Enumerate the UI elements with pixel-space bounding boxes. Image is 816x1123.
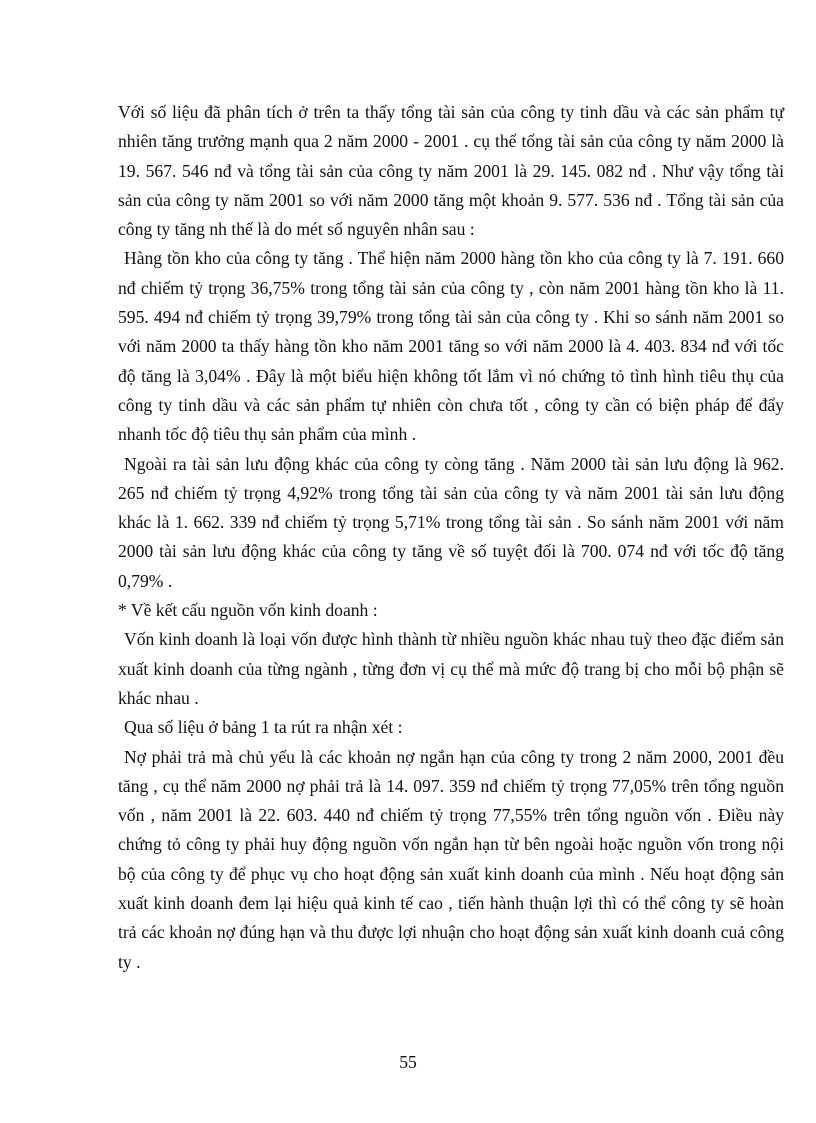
page-number: 55 [399,1052,417,1072]
paragraph-other-current-assets: Ngoài ra tài sản lưu động khác của công ty còng tăng . Năm 2000 tài sản lưu động là 962. 265 nđ chiếm tỷ trọng 4,92% trong tổng tài sản của công ty và năm 2001 tài sản lưu động khác là 1. 662. 339 nđ chiếm tỷ trọng 5,71% trong tổng tài sản . So sánh năm 2001 với năm 2000 tài sản lưu động khác của công ty tăng về số tuyệt đối là 700. 074 nđ với tốc độ tăng 0,79% . [118,453,784,591]
document-body [118,98,784,977]
paragraph-total-assets: Với số liệu đã phân tích ở trên ta thấy tổng tài sản của công ty tinh dầu và các sản phẩm tự nhiên tăng trưởng mạnh qua 2 năm 2000 - 2001 . cụ thể tổng tài sản của công ty năm 2000 là 19. 567. 546 nđ và tổng tài sản của công ty năm 2001 là 29. 145. 082 nđ . Như vậy tổng tài sản của công ty năm 2001 so với năm 2000 tăng một khoản 9. 577. 536 nđ . Tổng tài sản của công ty tăng nh thế là do mét số nguyên nhân sau : [118,102,784,240]
paragraph-liabilities: Nợ phải trả mà chủ yếu là các khoản nợ ngắn hạn của công ty trong 2 năm 2000, 2001 đều tăng , cụ thể năm 2000 nợ phải trả là 14. 097. 359 nđ chiếm tỷ trọng 77,05% trên tổng nguồn vốn , năm 2001 là 22. 603. 440 nđ chiếm tỷ trọng 77,55% trên tổng nguồn vốn . Điều này chứng tỏ công ty phải huy động nguồn vốn ngắn hạn từ bên ngoài hoặc nguồn vốn trong nội bộ của công ty để phục vụ cho hoạt động sản xuất kinh doanh của mình . Nếu hoạt động sản xuất kinh doanh đem lại hiệu quả kinh tế cao , tiến hành thuận lợi thì có thể công ty sẽ hoàn trả các khoản nợ đúng hạn và thu được lợi nhuận cho hoạt động sản xuất kinh doanh cuả công ty . [118,746,784,972]
section-heading-capital-structure: * Về kết cấu nguồn vốn kinh doanh : [118,600,378,621]
paragraph-business-capital: Vốn kinh doanh là loại vốn được hình thành từ nhiều nguồn khác nhau tuỳ theo đặc điểm sản xuất kinh doanh của từng ngành , từng đơn vị cụ thể mà mức độ trang bị cho mỗi bộ phận sẽ khác nhau . [118,629,784,708]
paragraph-inventory: Hàng tồn kho của công ty tăng . Thể hiện năm 2000 hàng tồn kho của công ty là 7. 191. 660 nđ chiếm tỷ trọng 36,75% trong tổng tài sản của công ty , còn năm 2001 hàng tồn kho là 11. 595. 494 nđ chiếm tỷ trọng 39,79% trong tổng tài sản của công ty . Khi so sánh năm 2001 so với năm 2000 ta thấy hàng tồn kho năm 2001 tăng so với năm 2000 là 4. 403. 834 nđ với tốc độ tăng là 3,04% . Đây là một biểu hiện không tốt lắm vì nó chứng tỏ tình hình tiêu thụ của công ty tinh dầu và các sản phẩm tự nhiên còn chưa tốt , công ty cần có biện pháp để đẩy nhanh tốc độ tiêu thụ sản phẩm của mình . [118,248,784,445]
paragraph-table-remark: Qua số liệu ở bảng 1 ta rút ra nhận xét : [124,717,403,738]
